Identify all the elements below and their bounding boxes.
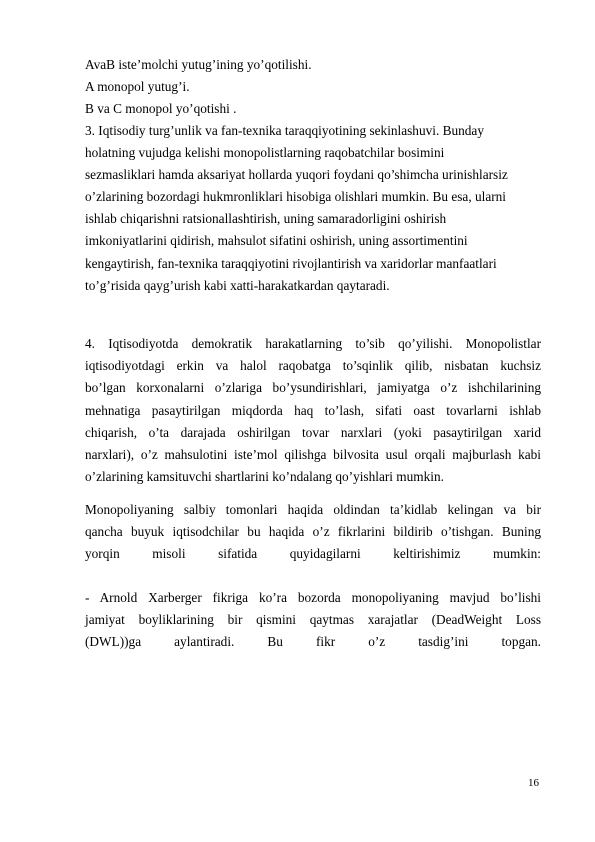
paragraph-line: Monopoliyaning salbiy tomonlari haqida oldindan ta’kidlab kelingan va bir [85, 502, 541, 517]
point-4-paragraph [85, 333, 541, 488]
paragraph-line: 4. Iqtisodiyotda demokratik harakatlarning to’sib qo’yilishi. Monopolistlar [85, 336, 541, 351]
monopoly-loss-line: B va C monopol yo’qotishi . [85, 101, 237, 117]
consumer-loss-line: AvaB iste’molchi yutug’ining yo’qotilishi. [85, 57, 312, 72]
paragraph-line: imkoniyatlarini qidirish, mahsulot sifatini oshirish, uning assortimentini [85, 233, 468, 249]
paragraph-line: 3. Iqtisodiy turg’unlik va fan-texnika taraqqiyotining sekinlashuvi. Bunday [85, 123, 484, 138]
paragraph-line: narxlari), o’z mahsulotini iste’mol qilishga bilvosita usul orqali majburlash kabi [85, 447, 541, 463]
paragraph-line: qancha buyuk iqtisodchilar bu haqida o’z fikrlarini bildirib o’tishgan. Buning [85, 524, 541, 540]
paragraph-line: sezmasliklari hamda aksariyat hollarda yuqori foydani qo’shimcha urinishlarsiz [85, 167, 508, 183]
paragraph-line: iqtisodiyotdagi erkin va halol raqobatga to’sqinlik qilib, nisbatan kuchsiz [85, 358, 541, 374]
paragraph-line: holatning vujudga kelishi monopolistlarning raqobatchilar bosimini [85, 145, 445, 161]
paragraph-line: (DWL))ga aylantiradi. Bu fikr o’z tasdig’ini topgan. [85, 634, 541, 650]
harberger-paragraph [85, 587, 541, 654]
paragraph-line: bo’lgan korxonalarni o’zlariga bo’ysundirishlari, jamiyatga o’z ishchilarining [85, 380, 541, 396]
paragraph-line: to’g’risida qayg’urish kabi xatti-harakatkardan qaytaradi. [85, 277, 390, 293]
paragraph-line: kengaytirish, fan-texnika taraqqiyotini rivojlantirish va xaridorlar manfaatlari [85, 255, 497, 271]
paragraph-line: - Arnold Xarberger fikriga ko’ra bozorda monopoliyaning mavjud bo’lishi [85, 590, 541, 605]
paragraph-line: jamiyat boyliklarining bir qismini qaytmas xarajatlar (DeadWeight Loss [85, 612, 541, 628]
point-3-paragraph [85, 120, 541, 297]
page-number: 16 [528, 777, 539, 789]
paragraph-line: o’zlarining kamsituvchi shartlarini ko’ndalang qo’yishlari mumkin. [85, 469, 444, 485]
paragraph-line: ishlab chiqarishni ratsionallashtirish, uning samaradorligini oshirish [85, 211, 447, 227]
monopoly-gain-line: A monopol yutug’i. [85, 79, 190, 95]
paragraph-line: chiqarish, o’ta darajada oshirilgan tovar narxlari (yoki pasaytirilgan xarid [85, 424, 541, 440]
paragraph-line: mehnatiga pasaytirilgan miqdorda haq to’lash, sifati oast tovarlarni ishlab [85, 402, 541, 418]
intro-lines [85, 54, 541, 120]
paragraph-line: yorqin misoli sifatida quyidagilarni keltirishimiz mumkin: [85, 546, 541, 562]
paragraph-line: o’zlarining bozordagi hukmronliklari hisobiga olishlari mumkin. Bu esa, ularni [85, 189, 506, 205]
monopoly-negative-paragraph [85, 499, 541, 566]
